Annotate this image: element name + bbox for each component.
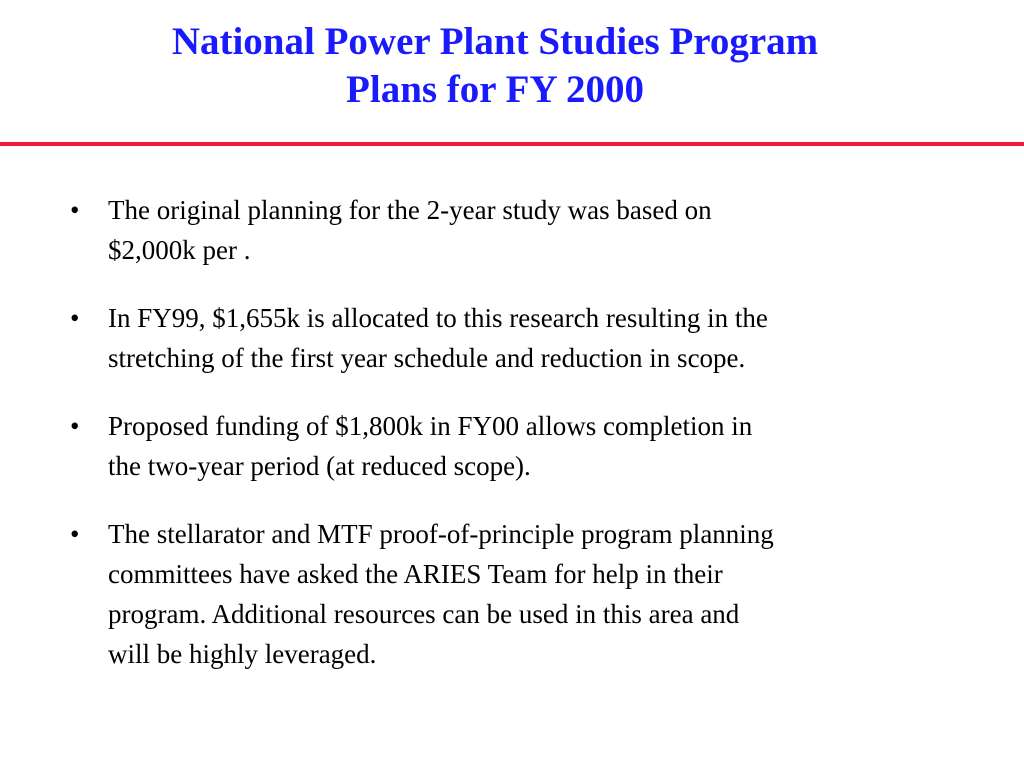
slide-title-line-1: National Power Plant Studies Program	[171, 20, 819, 63]
bullet-text	[108, 298, 970, 378]
bullet-text-line: stretching of the first year schedule and reduction in scope.	[108, 343, 746, 373]
bullet-text-line: The stellarator and MTF proof-of-principle program planning	[108, 519, 774, 549]
bullet-list	[70, 190, 970, 702]
bullet-dot-icon: •	[70, 519, 80, 549]
bullet-text-line: $2,000k per .	[108, 235, 251, 265]
bullet-dot-icon: •	[70, 303, 80, 333]
bullet-text-line: The original planning for the 2-year study was based on	[108, 195, 712, 225]
slide-title-line-2: Plans for FY 2000	[346, 68, 644, 111]
bullet-text-line: will be highly leveraged.	[108, 639, 377, 669]
bullet-item	[70, 190, 970, 270]
bullet-item	[70, 514, 970, 674]
bullet-dot-icon: •	[70, 195, 80, 225]
bullet-text-line: program. Additional resources can be used in this area and	[108, 599, 740, 629]
bullet-text	[108, 406, 970, 486]
bullet-text	[108, 514, 970, 674]
bullet-text-line: committees have asked the ARIES Team for help in their	[108, 559, 723, 589]
bullet-text-line: the two-year period (at reduced scope).	[108, 451, 531, 481]
bullet-text-line: In FY99, $1,655k is allocated to this research resulting in the	[108, 303, 768, 333]
bullet-dot-icon: •	[70, 411, 80, 441]
title-divider	[0, 142, 1024, 146]
bullet-item	[70, 298, 970, 378]
bullet-item	[70, 406, 970, 486]
bullet-text-line: Proposed funding of $1,800k in FY00 allows completion in	[108, 411, 753, 441]
bullet-text	[108, 190, 970, 270]
slide-title	[0, 18, 990, 114]
